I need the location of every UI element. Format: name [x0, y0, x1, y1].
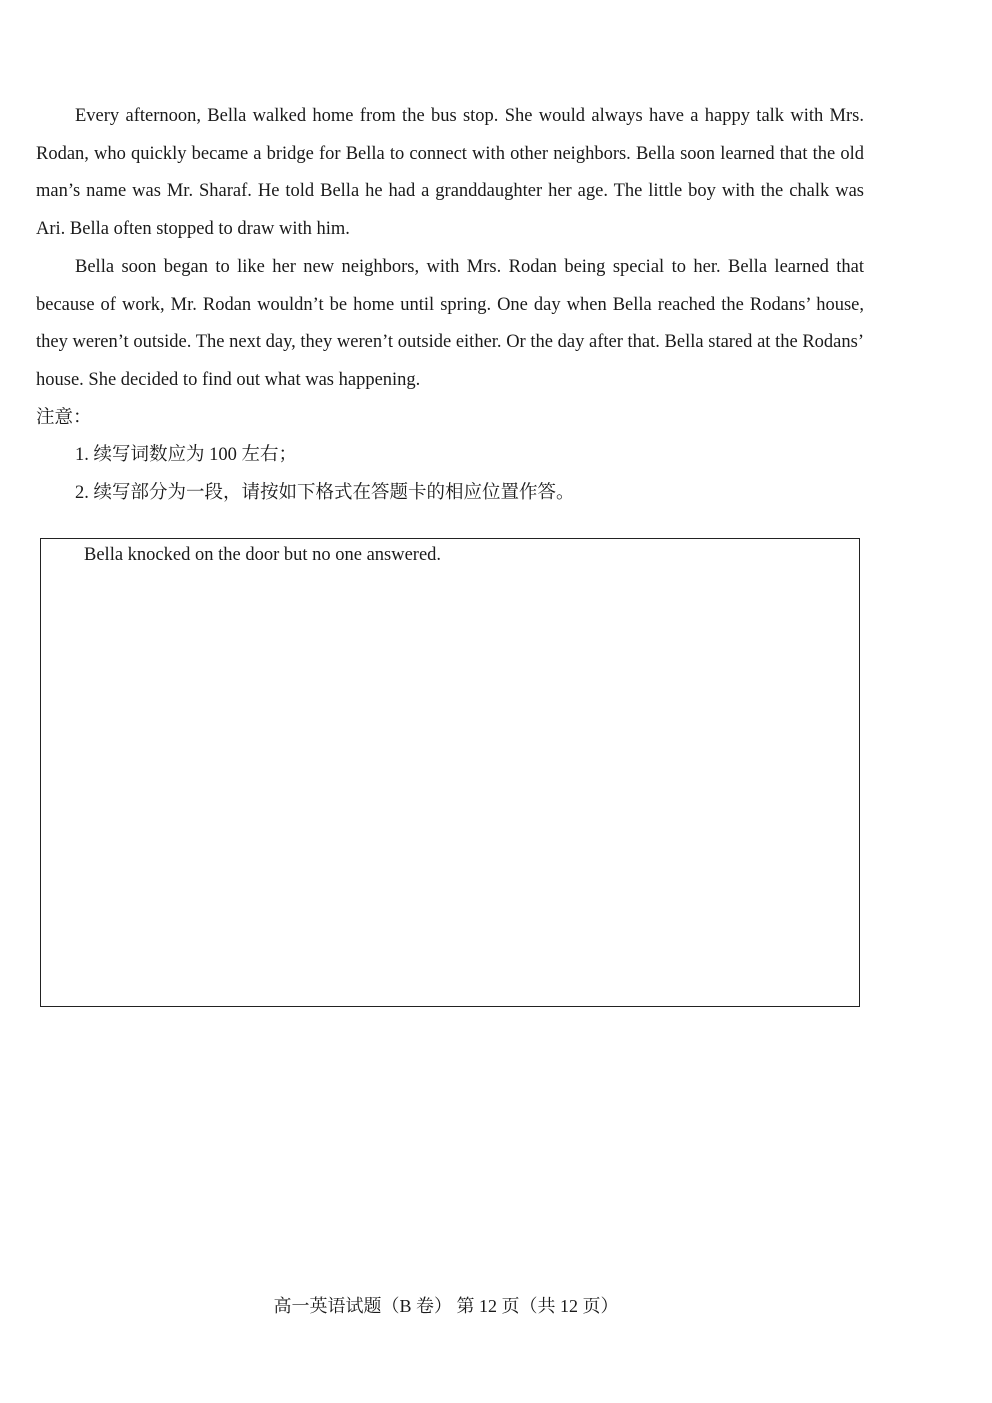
- passage-paragraph-2: Bella soon began to like her new neighbors, with Mrs. Rodan being special to her. Bella learned that because of work, Mr. Rodan wouldn’t be home until spring. One day when Bella reached the Rodans’ house, they weren’t outside. The next day, they weren’t outside either. Or the day after that. Bella stared at the Rodans’ house. She decided to find out what was happening.: [36, 256, 864, 390]
- reading-passage: [36, 98, 864, 513]
- note-item-1: 1. 续写词数应为 100 左右；: [75, 445, 298, 466]
- notes-title: 注意：: [36, 407, 92, 428]
- passage-paragraph-1: Every afternoon, Bella walked home from the bus stop. She would always have a happy talk with Mrs. Rodan, who quickly became a bridge for Bella to connect with other neighbors. Bella soon learned that the old man’s name was Mr. Sharaf. He told Bella he had a granddaughter her age. The little boy with the chalk was Ari. Bella often stopped to draw with him.: [36, 106, 864, 240]
- answer-start-sentence: Bella knocked on the door but no one answered.: [84, 545, 442, 565]
- answer-box[interactable]: [40, 538, 860, 1007]
- note-item-2: 2. 续写部分为一段，请按如下格式在答题卡的相应位置作答。: [75, 483, 575, 504]
- page-footer: 高一英语试题（B 卷） 第 12 页（共 12 页）: [273, 1296, 619, 1316]
